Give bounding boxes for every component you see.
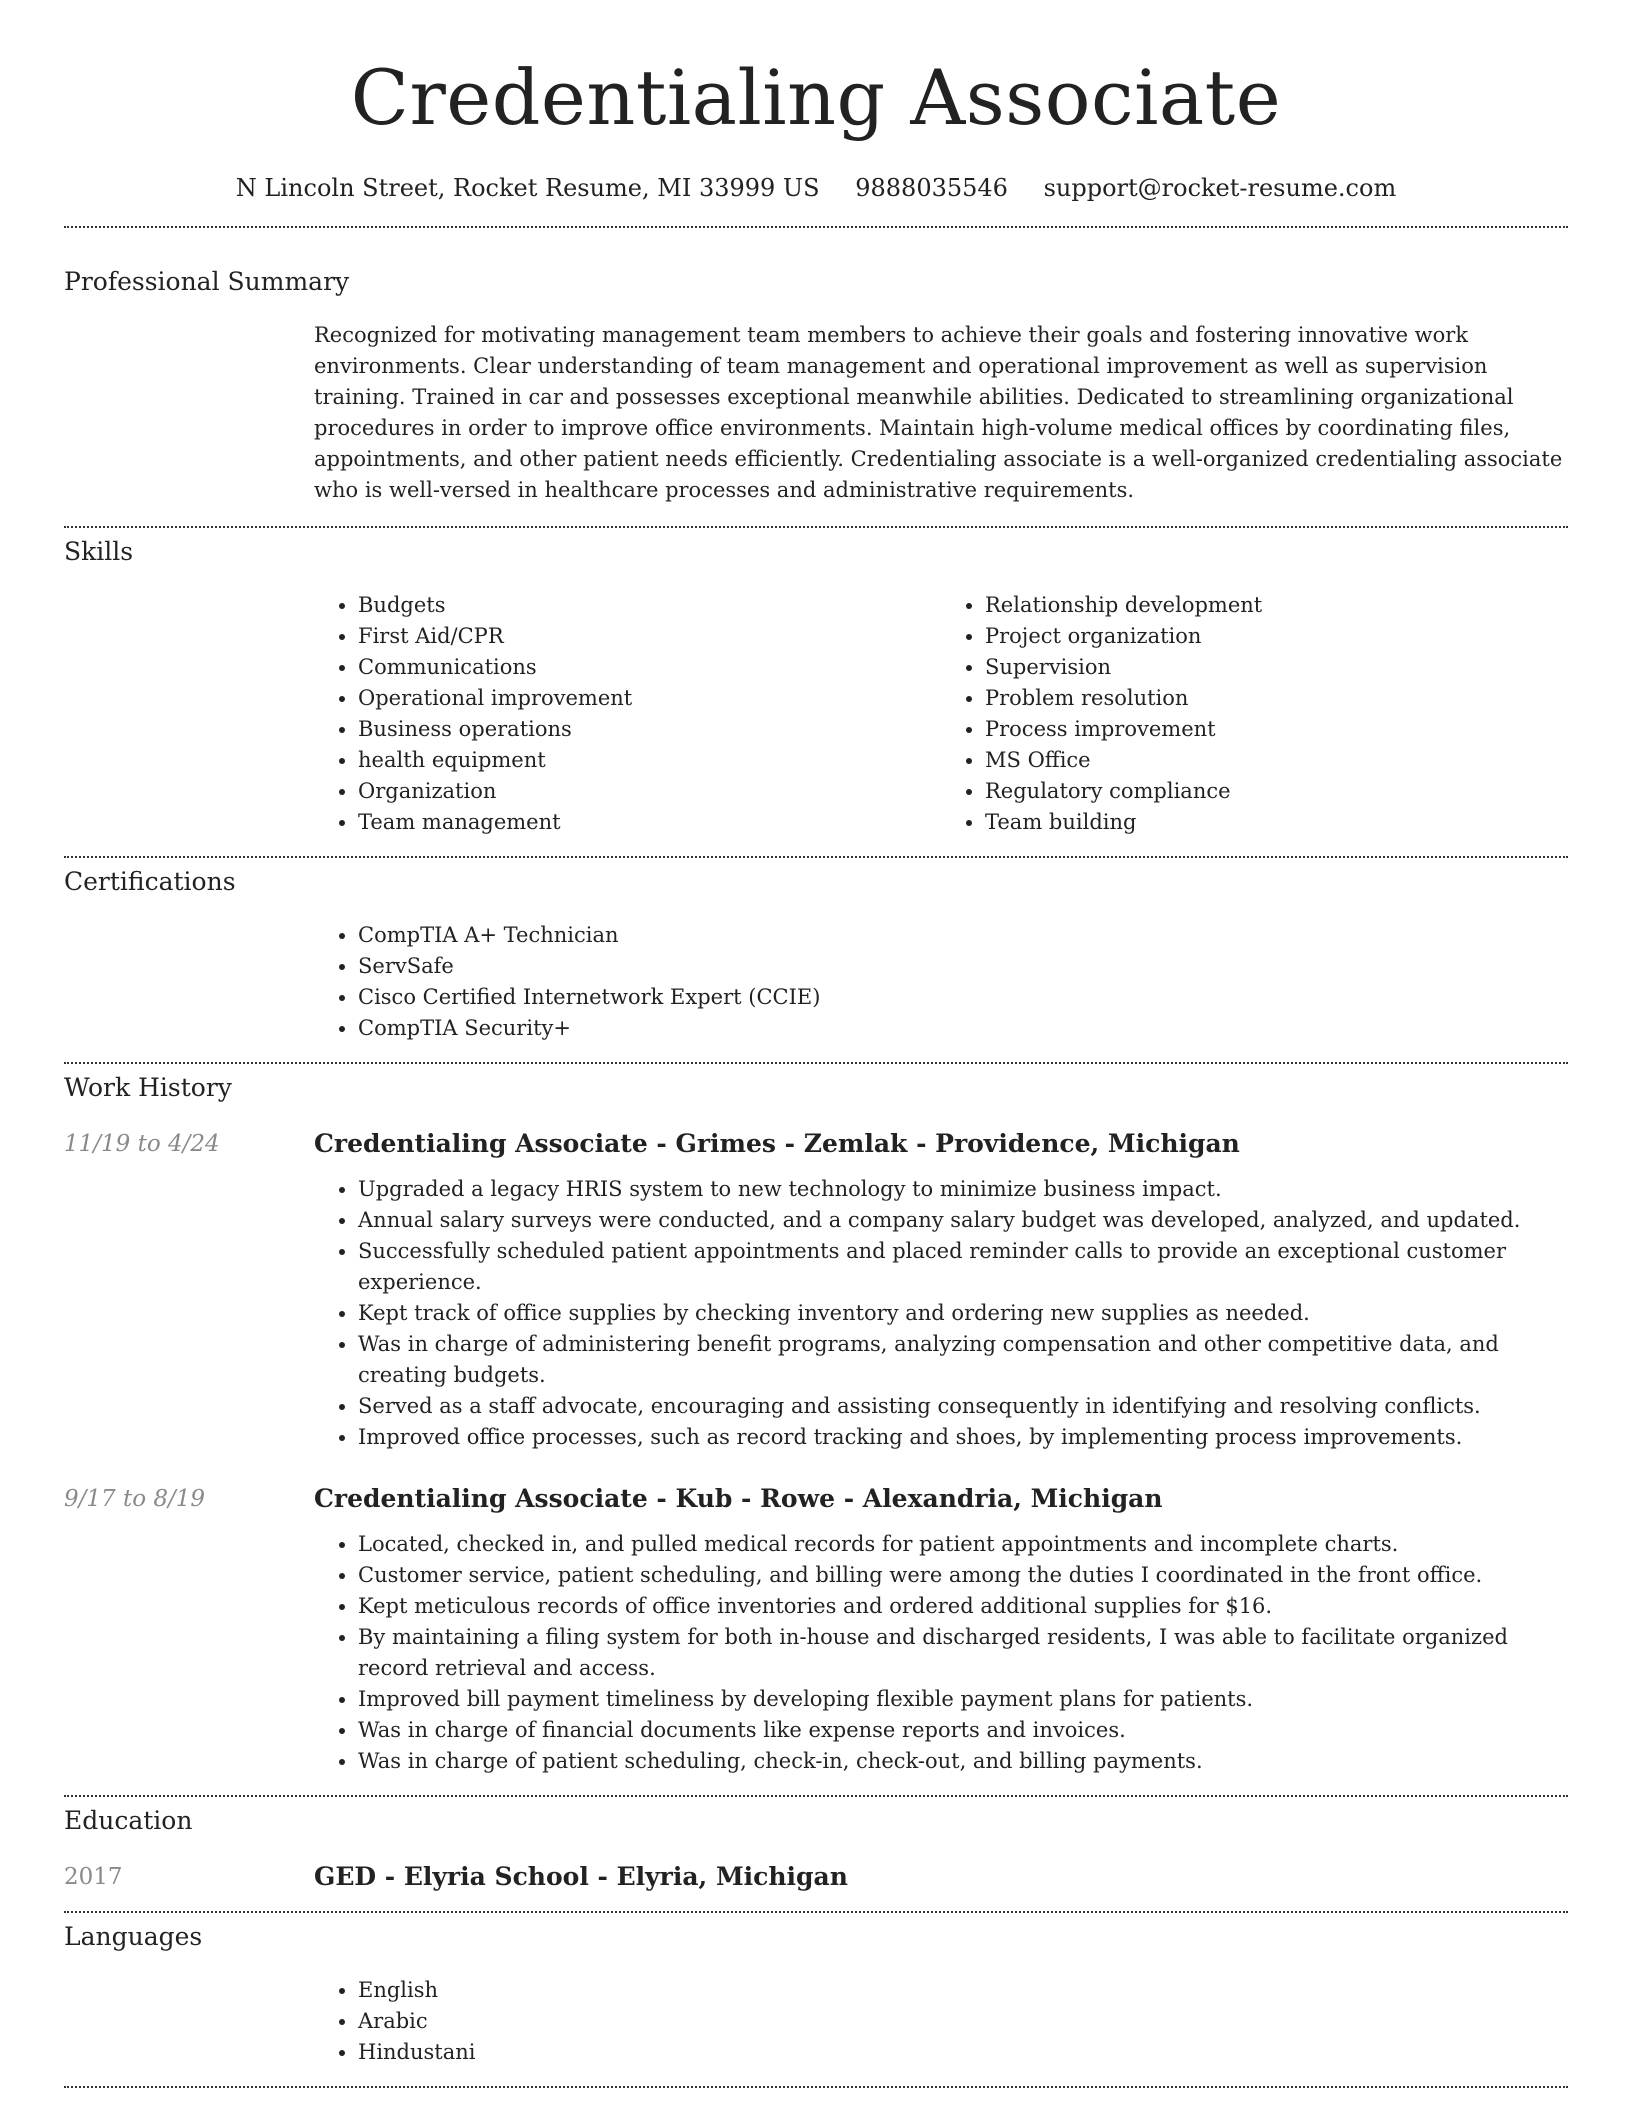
skill-item: • Business operations <box>358 714 941 745</box>
skill-item: • Organization <box>358 776 941 807</box>
skill-item: • Team building <box>985 807 1568 838</box>
job-dates: 11/19 to 4/24 <box>64 1131 220 1157</box>
summary-section <box>64 228 1568 506</box>
job-bullet: • Served as a staff advocate, encouraging and assisting consequently in identifying and resolving conflicts. <box>358 1391 1568 1422</box>
job-bullet: • Located, checked in, and pulled medical records for patient appointments and incomplete charts. <box>358 1529 1568 1560</box>
skill-item: • Budgets <box>358 590 941 621</box>
skill-item: • health equipment <box>358 745 941 776</box>
work-history-section <box>64 1064 1568 1777</box>
section-title-education: Education <box>64 1806 193 1835</box>
skill-item: • Communications <box>358 652 941 683</box>
skill-item: • First Aid/CPR <box>358 621 941 652</box>
language-item: • English <box>358 1975 1568 2006</box>
languages-list <box>314 1975 1568 2068</box>
certifications-section <box>64 858 1568 1044</box>
certifications-list <box>314 920 1568 1044</box>
language-item: • Arabic <box>358 2006 1568 2037</box>
skill-item: • Project organization <box>985 621 1568 652</box>
contact-phone: 9888035546 <box>855 174 1008 202</box>
job-bullet: • Improved bill payment timeliness by developing flexible payment plans for patients. <box>358 1684 1568 1715</box>
summary-text: Recognized for motivating management team members to achieve their goals and fostering innovative work environments. Clear understanding of team management and operational improvement as well as supervision training. Trained in car and possesses exceptional meanwhile abilities. Dedicated to streamlining organizational procedures in order to improve office environments. Maintain high-volume medical offices by coordinating files, appointments, and other patient needs efficiently. Credentialing associate is a well-organized credentialing associate who is well-versed in healthcare processes and administrative requirements. <box>314 323 1563 502</box>
candidate-name: Credentialing Associate <box>350 53 1282 142</box>
job-entry <box>64 1128 1568 1453</box>
certification-item: • CompTIA A+ Technician <box>358 920 1568 951</box>
job-heading: Credentialing Associate - Grimes - Zemlak - Providence, Michigan <box>314 1129 1240 1158</box>
skill-item: • MS Office <box>985 745 1568 776</box>
job-bullet: • Customer service, patient scheduling, and billing were among the duties I coordinated in the front office. <box>358 1560 1568 1591</box>
job-bullet: • Upgraded a legacy HRIS system to new technology to minimize business impact. <box>358 1174 1568 1205</box>
contact-address: N Lincoln Street, Rocket Resume, MI 33999 US <box>235 174 820 202</box>
education-section <box>64 1797 1568 1893</box>
job-bullet: • Improved office processes, such as record tracking and shoes, by implementing process improvements. <box>358 1422 1568 1453</box>
job-heading: Credentialing Associate - Kub - Rowe - Alexandria, Michigan <box>314 1484 1163 1513</box>
job-bullet: • Kept track of office supplies by checking inventory and ordering new supplies as needed. <box>358 1298 1568 1329</box>
job-bullets <box>314 1529 1568 1777</box>
job-entry <box>64 1483 1568 1777</box>
skill-item: • Team management <box>358 807 941 838</box>
language-item: • Hindustani <box>358 2037 1568 2068</box>
section-title-languages: Languages <box>64 1922 203 1951</box>
section-title-skills: Skills <box>64 537 134 566</box>
skill-item: • Regulatory compliance <box>985 776 1568 807</box>
job-dates: 9/17 to 8/19 <box>64 1486 206 1512</box>
languages-section <box>64 1913 1568 2068</box>
education-year: 2017 <box>64 1864 123 1890</box>
certification-item: • CompTIA Security+ <box>358 1013 1568 1044</box>
job-bullet: • By maintaining a filing system for both in-house and discharged residents, I was able to facilitate organized record retrieval and access. <box>358 1622 1568 1684</box>
job-bullets <box>314 1174 1568 1453</box>
contact-email: support@rocket-resume.com <box>1043 174 1397 202</box>
certification-item: • ServSafe <box>358 951 1568 982</box>
skills-section <box>64 528 1568 838</box>
education-heading: GED - Elyria School - Elyria, Michigan <box>314 1862 848 1891</box>
section-title-certifications: Certifications <box>64 867 236 896</box>
certification-item: • Cisco Certified Internetwork Expert (CCIE) <box>358 982 1568 1013</box>
contact-line <box>64 172 1568 204</box>
skills-list-right <box>941 590 1568 838</box>
skill-item: • Process improvement <box>985 714 1568 745</box>
skill-item: • Operational improvement <box>358 683 941 714</box>
job-bullet: • Was in charge of financial documents like expense reports and invoices. <box>358 1715 1568 1746</box>
job-bullet: • Annual salary surveys were conducted, and a company salary budget was developed, analyzed, and updated. <box>358 1205 1568 1236</box>
section-title-summary: Professional Summary <box>64 267 350 296</box>
job-bullet: • Was in charge of patient scheduling, check-in, check-out, and billing payments. <box>358 1746 1568 1777</box>
skill-item: • Supervision <box>985 652 1568 683</box>
job-bullet: • Kept meticulous records of office inventories and ordered additional supplies for $16. <box>358 1591 1568 1622</box>
job-bullet: • Successfully scheduled patient appointments and placed reminder calls to provide an exceptional customer experience. <box>358 1236 1568 1298</box>
skill-item: • Problem resolution <box>985 683 1568 714</box>
skills-list-left <box>314 590 941 838</box>
job-bullet: • Was in charge of administering benefit programs, analyzing compensation and other competitive data, and creating budgets. <box>358 1329 1568 1391</box>
divider <box>64 2086 1568 2088</box>
skill-item: • Relationship development <box>985 590 1568 621</box>
section-title-work: Work History <box>64 1073 232 1102</box>
